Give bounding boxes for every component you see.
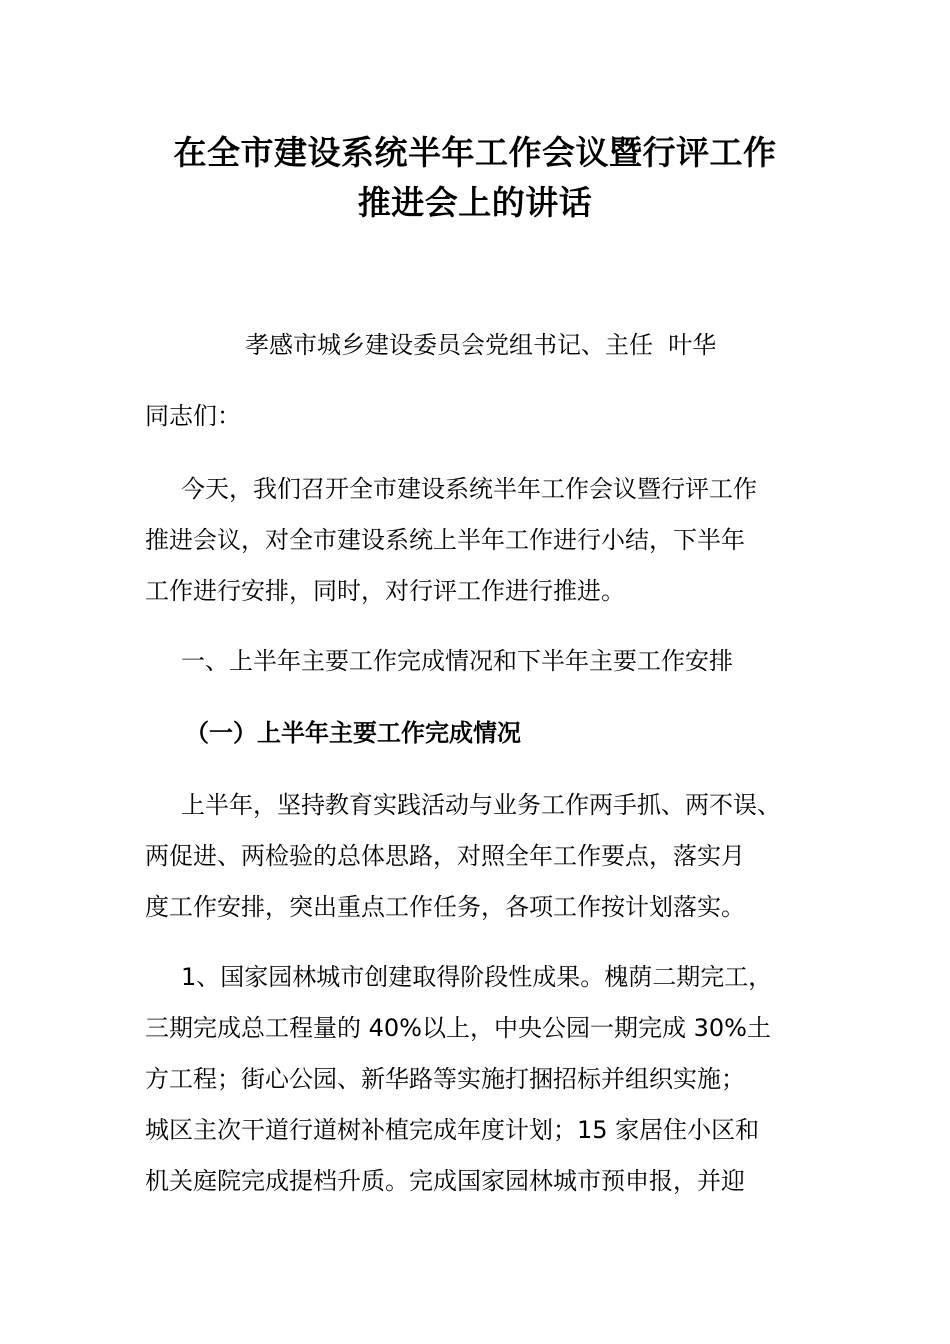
subsection-heading-1 <box>145 708 815 759</box>
section-heading-1 <box>145 636 815 687</box>
paragraph-line: 三期完成总工程量的 40%以上，中央公园一期完成 30%土 <box>145 1014 771 1042</box>
paragraph-item-1 <box>145 952 815 1207</box>
paragraph-line: 1、国家园林城市创建取得阶段性成果。槐荫二期完工， <box>181 963 773 991</box>
paragraph-line: 机关庭院完成提档升质。完成国家园林城市预申报，并迎 <box>145 1167 745 1195</box>
paragraph-line: 上半年，坚持教育实践活动与业务工作两手抓、两不误、 <box>181 791 781 819</box>
salutation: 同志们： <box>145 402 241 430</box>
heading-line: 一、上半年主要工作完成情况和下半年主要工作安排 <box>181 647 733 675</box>
paragraph-line: 两促进、两检验的总体思路，对照全年工作要点，落实月 <box>145 842 745 870</box>
document-title-line-1: 在全市建设系统半年工作会议暨行评工作 <box>173 133 777 172</box>
paragraph-line: 推进会议，对全市建设系统上半年工作进行小结，下半年 <box>145 526 745 554</box>
paragraph-summary <box>145 780 815 933</box>
paragraph-line: 城区主次干道行道树补植完成年度计划；15 家居住小区和 <box>145 1116 760 1144</box>
paragraph-line: 度工作安排，突出重点工作任务，各项工作按计划落实。 <box>145 893 745 921</box>
paragraph-intro <box>145 464 815 617</box>
paragraph-line: 工作进行安排，同时，对行评工作进行推进。 <box>145 577 625 605</box>
author-line: 孝感市城乡建设委员会党组书记、主任 叶华 <box>245 331 717 359</box>
heading-line: （一）上半年主要工作完成情况 <box>185 719 521 747</box>
document-title-line-2: 推进会上的讲话 <box>357 183 593 222</box>
paragraph-line: 方工程；街心公园、新华路等实施打捆招标并组织实施； <box>145 1065 745 1093</box>
paragraph-line: 今天，我们召开全市建设系统半年工作会议暨行评工作 <box>181 475 757 503</box>
